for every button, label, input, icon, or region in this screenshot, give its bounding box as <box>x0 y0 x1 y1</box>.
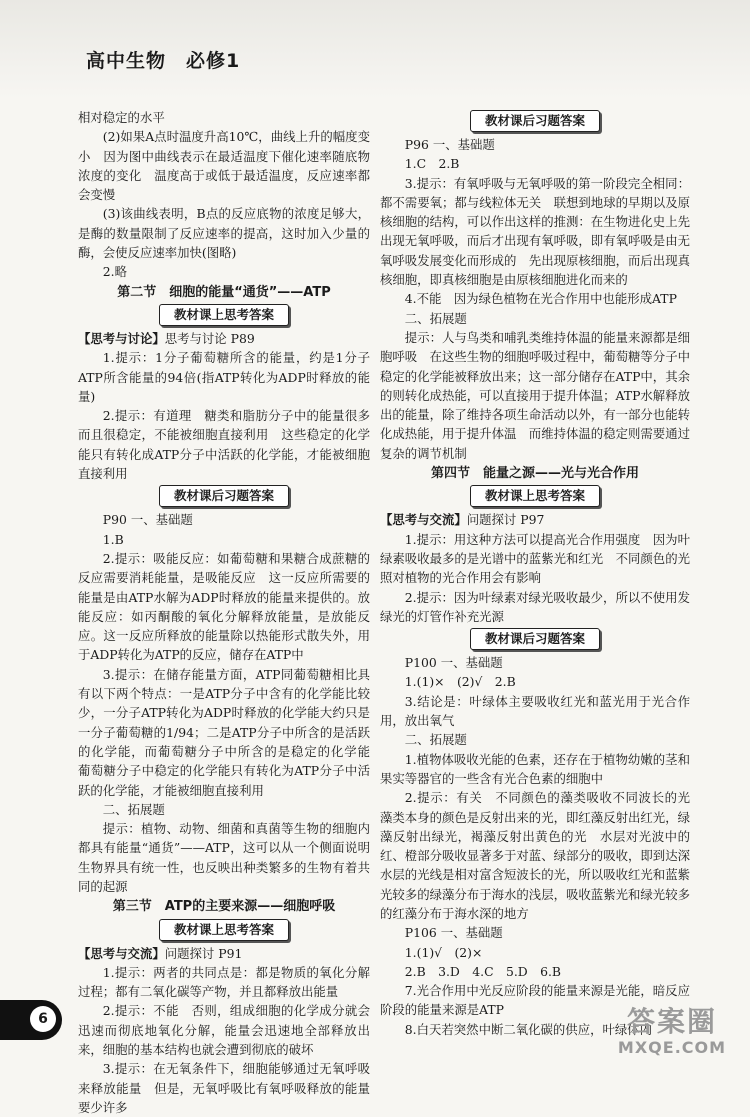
book-title: 高中生物 必修1 <box>86 50 241 72</box>
paragraph-text: 1.提示：1分子葡萄糖所含的能量，约是1分子ATP所含能量的94倍(指ATP转化为ADP时释放的能量) <box>78 350 370 404</box>
paragraph-text: 1.(1)× (2)√ 2.B <box>404 674 516 690</box>
answer-paragraph <box>380 510 690 529</box>
paragraph-text: (2)如果A点时温度升高10℃，曲线上升的幅度变小 因为图中曲线表示在最适温度下催化速率随底物浓度的变化 温度高于或低于最适温度，反应速率都会变慢 <box>78 129 370 203</box>
watermark-text: 答案圈 <box>626 1005 717 1038</box>
paragraph-text: 4.不能 因为绿色植物在光合作用中也能形成ATP <box>404 291 677 307</box>
paragraph-text: 思考与讨论 P89 <box>164 330 255 346</box>
paragraph-tag: 【思考与讨论】 <box>78 330 165 346</box>
paragraph-text: P96 一、基础题 <box>404 137 495 152</box>
paragraph-text: 2.B 3.D 4.C 5.D 6.B <box>404 963 562 979</box>
answer-paragraph <box>78 406 370 483</box>
paragraph-text: 2.提示：有关 不同颜色的藻类吸收不同波长的光 藻类本身的颜色是反射出来的光，即红藻反射出红光，绿藻反射出绿光，褐藻反射出黄色的光 水层对光波中的红、橙部分吸收显著多于对蓝、绿部分的吸收，即到达深水层的光线是相对富含短波长的光，所以吸收红光和蓝紫光较多的绿藻分布于海水的浅层，吸收蓝紫光和绿光较多的红藻分布于海水深的地方 <box>380 790 703 921</box>
answer-paragraph <box>78 1059 370 1117</box>
answer-box-title: 教材课上思考答案 <box>159 304 289 326</box>
paragraph-text: 3.提示：有氧呼吸与无氧呼吸的第一阶段完全相同：都不需要氧；都与线粒体无关 联想到地球的早期以及原核细胞的结构，可以作出这样的推测：在生物进化史上先出现无氧呼吸，而后才出现有氧呼吸，即有氧呼吸是由无氧呼吸发展变化而形成的 先出现原核细胞，而后出现真核细胞，即真核细胞是由原核细胞进化而来的 <box>380 175 690 288</box>
paragraph-text: 7.光合作用中光反应阶段的能量来源是光能，暗反应阶段的能量来源是ATP <box>380 983 690 1018</box>
section-title: 第四节 能量之源——光与光合作用 <box>430 466 639 482</box>
answer-paragraph <box>380 174 690 290</box>
answer-box-wrap <box>380 628 690 650</box>
answer-paragraph <box>380 730 690 749</box>
right-column <box>380 108 703 1039</box>
paragraph-text: P100 一、基础题 <box>404 655 503 671</box>
paragraph-text: 1.植物体吸收光能的色素，还存在于植物幼嫩的茎和果实等器官的一些含有光合色素的细胞中 <box>380 751 690 786</box>
paragraph-text: 二、拓展题 <box>404 732 467 748</box>
answer-paragraph <box>78 944 370 963</box>
answer-box-wrap <box>380 110 690 132</box>
answer-paragraph <box>78 1001 370 1059</box>
paragraph-text: 8.白天若突然中断二氧化碳的供应，叶绿体内 <box>404 1021 653 1037</box>
left-column <box>78 108 383 1117</box>
section-title: 第三节 ATP的主要来源——细胞呼吸 <box>112 899 336 915</box>
watermark-url: MXQE.COM <box>617 1038 727 1057</box>
answer-paragraph <box>380 923 690 942</box>
paragraph-text: 2.提示：不能 否则，组成细胞的化学成分就会迅速而彻底地氧化分解，能量会迅速地全部释放出来，细胞的基本结构也就会遭到彻底的破坏 <box>78 1003 370 1058</box>
answer-paragraph <box>380 154 690 173</box>
paragraph-text: 提示：植物、动物、细菌和真菌等生物的细胞内都具有能量“通货”——ATP，这可以从一个侧面说明生物界具有统一性，也反映出种类繁多的生物有着共同的起源 <box>78 821 370 894</box>
answer-box-title: 教材课后习题答案 <box>159 485 289 507</box>
paragraph-text: 2.提示：因为叶绿素对绿光吸收最少，所以不使用发绿光的灯管作补充光源 <box>380 589 690 624</box>
answer-paragraph <box>380 750 690 789</box>
answer-paragraph <box>78 510 370 529</box>
answer-paragraph <box>380 135 690 154</box>
section-title: 第二节 细胞的能量“通货”——ATP <box>117 284 331 300</box>
paragraph-text: 问题探讨 P91 <box>164 945 243 961</box>
answer-paragraph <box>78 348 370 406</box>
paragraph-text: P90 一、基础题 <box>102 512 193 528</box>
paragraph-text: 1.提示：两者的共同点是：都是物质的氧化分解过程；都有二氧化碳等产物，并且都释放出能量 <box>78 964 370 1000</box>
watermark <box>602 1006 742 1064</box>
answer-paragraph <box>78 204 370 262</box>
paragraph-tag: 【思考与交流】 <box>380 512 467 528</box>
answer-paragraph <box>380 653 690 672</box>
paragraph-text: 1.B <box>102 531 124 547</box>
answer-box-wrap <box>380 485 690 507</box>
answer-paragraph <box>78 665 383 800</box>
answer-box-wrap <box>78 485 370 507</box>
answer-box-title: 教材课上思考答案 <box>470 485 600 507</box>
answer-box-title: 教材课上思考答案 <box>159 919 289 941</box>
answer-paragraph <box>78 800 370 819</box>
answer-paragraph <box>380 788 703 923</box>
answer-box-title: 教材课后习题答案 <box>470 110 600 132</box>
paragraph-text: 二、拓展题 <box>404 310 467 326</box>
answer-paragraph <box>78 127 370 204</box>
answer-paragraph <box>380 530 690 588</box>
paragraph-text: 1.提示：用这种方法可以提高光合作用强度 因为叶绿素吸收最多的是光谱中的蓝紫光和红光 不同颜色的光照对植物的光合作用会有影响 <box>380 531 690 586</box>
paragraph-text: 1.C 2.B <box>404 156 460 172</box>
answer-paragraph <box>78 819 370 896</box>
answer-paragraph <box>380 309 690 328</box>
paragraph-text: 2.提示：有道理 糖类和脂肪分子中的能量很多而且很稳定，不能被细胞直接利用 这些稳定的化学能只有转化成ATP分子中活跃的化学能，才能被细胞直接利用 <box>78 408 370 482</box>
answer-paragraph <box>78 963 370 1002</box>
paragraph-text: 2.略 <box>102 264 128 280</box>
answer-paragraph <box>380 328 690 463</box>
answer-paragraph <box>380 943 690 962</box>
paragraph-text: 3.提示：在无氧条件下，细胞能够通过无氧呼吸来释放能量 但是，无氧呼吸比有氧呼吸释放的能量要少许多 <box>78 1061 370 1115</box>
answer-paragraph <box>380 672 690 691</box>
answer-paragraph <box>78 108 370 127</box>
answer-paragraph <box>78 530 370 549</box>
paragraph-text: (3)该曲线表明，B点的反应底物的浓度足够大，是酶的数量限制了反应速率的提高，这时加入少量的酶，会使反应速率加快(图略) <box>78 206 370 261</box>
answer-paragraph <box>380 962 690 981</box>
answer-paragraph <box>78 262 370 281</box>
paragraph-text: 3.结论是：叶绿体主要吸收红光和蓝光用于光合作用，放出氧气 <box>380 693 690 729</box>
paragraph-text: 二、拓展题 <box>102 801 165 817</box>
paragraph-text: 问题探讨 P97 <box>466 512 545 528</box>
answer-paragraph <box>78 329 370 348</box>
paragraph-text: 2.提示：吸能反应：如葡萄糖和果糖合成蔗糖的反应需要消耗能量，是吸能反应 这一反应所需要的能量是由ATP水解为ADP时释放的能量来提供的。放能反应：如丙酮酸的氧化分解释放能量，是放能反应。这一反应所释放的能量除以热能形式散失外，用于ADP转化为ATP的反应，储存在ATP中 <box>78 550 370 663</box>
paragraph-tag: 【思考与交流】 <box>78 945 165 961</box>
paragraph-text: P106 一、基础题 <box>404 925 503 941</box>
answer-paragraph <box>78 549 370 665</box>
answer-paragraph <box>380 289 690 308</box>
answer-paragraph <box>380 692 690 731</box>
paragraph-text: 1.(1)√ (2)× <box>404 944 483 960</box>
answer-paragraph <box>380 588 690 627</box>
paragraph-text: 3.提示：在储存能量方面，ATP同葡萄糖相比具有以下两个特点：一是ATP分子中含有的化学能比较少，一分子ATP转化为ADP时释放的化学能大约只是一分子葡萄糖的1/94；二是ATP分子中所含的是活跃的化学能，而葡萄糖分子中所含的是稳定的化学能 葡萄糖分子中稳定的化学能只有转化为ATP分子中活跃的化学能，才能被细胞直接利用 <box>78 666 383 798</box>
page-number: 6 <box>30 1006 56 1032</box>
answer-box-title: 教材课后习题答案 <box>470 628 600 650</box>
answer-box-wrap <box>78 919 370 941</box>
answer-box-wrap <box>78 304 370 326</box>
paragraph-text: 相对稳定的水平 <box>78 110 165 125</box>
paragraph-text: 提示：人与鸟类和哺乳类维持体温的能量来源都是细胞呼吸 在这些生物的细胞呼吸过程中，葡萄糖等分子中稳定的化学能被释放出来；这一部分储存在ATP中，其余的则转化成热能，可以直接用于提升体温；ATP水解释放出的能量，除了维持各项生命活动以外，有一部分也能转化成热能，用于提升体温 而维持体温的稳定则需要通过复杂的调节机制 <box>380 329 690 461</box>
